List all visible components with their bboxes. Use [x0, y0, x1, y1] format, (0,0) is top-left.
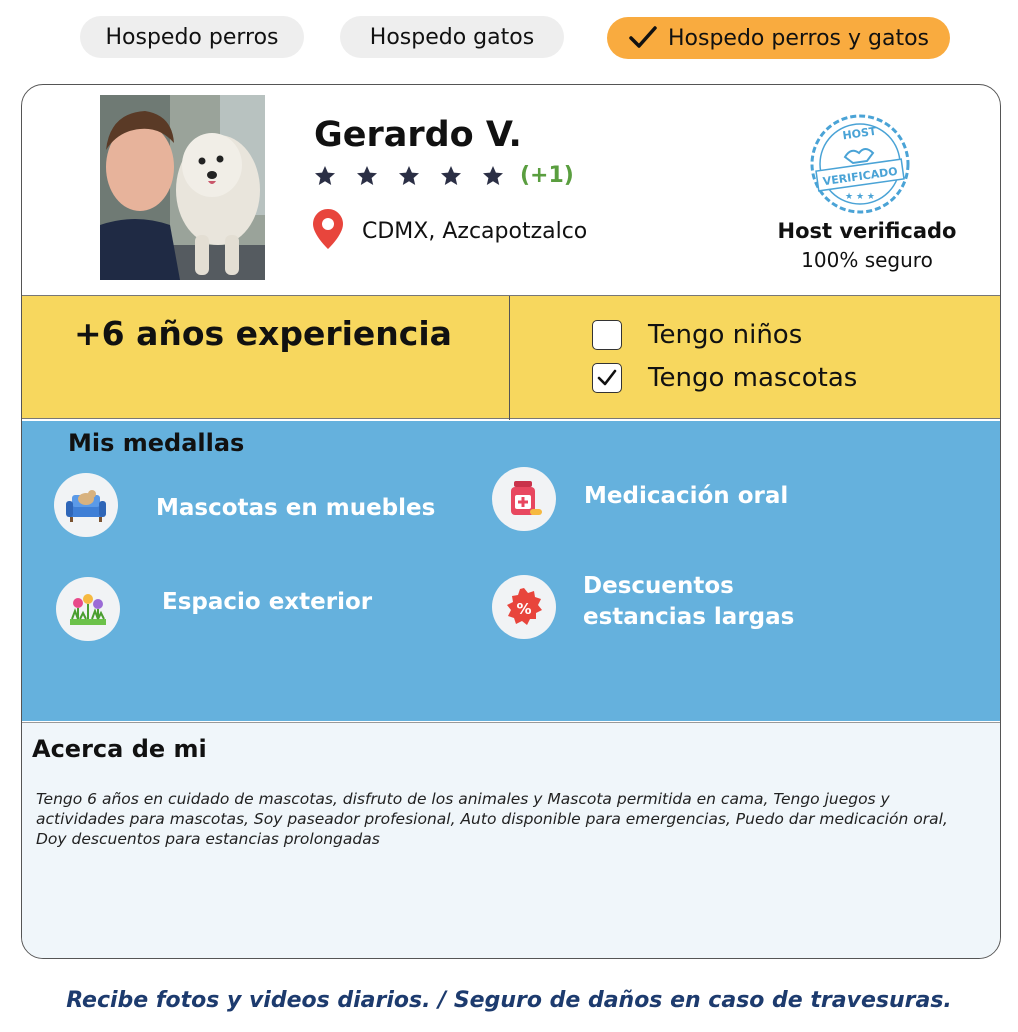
filter-cats-button[interactable] — [340, 16, 564, 58]
location-pin-icon — [312, 208, 344, 254]
experience-label: +6 años experiencia — [74, 314, 452, 353]
filter-dogs-label: Hospedo perros — [105, 24, 279, 50]
rating — [312, 163, 574, 188]
medicine-bottle-icon — [492, 467, 556, 531]
host-profile-card — [21, 84, 1001, 959]
host-name: Gerardo V. — [314, 115, 522, 155]
stamp-top-text: HOST — [841, 124, 878, 143]
stamp-main-text: VERIFICADO — [822, 164, 899, 189]
discount-percent-icon — [492, 575, 556, 639]
host-location — [312, 208, 587, 254]
filter-both-label: Hospedo perros y gatos — [667, 25, 930, 51]
checkmark-icon — [596, 368, 618, 388]
about-title: Acerca de mi — [32, 735, 207, 763]
rating-extra: (+1) — [520, 163, 574, 188]
flowers-garden-icon — [56, 577, 120, 641]
svg-text:%: % — [516, 600, 532, 618]
has-pets-row — [592, 363, 857, 393]
star-icon — [354, 164, 380, 188]
medal-label — [583, 571, 794, 633]
medal-label: Espacio exterior — [162, 589, 373, 615]
star-icon — [438, 164, 464, 188]
host-verified-subtitle: 100% seguro — [801, 248, 933, 272]
filter-dogs-button[interactable] — [80, 16, 304, 58]
pet-sofa-icon — [54, 473, 118, 537]
has-kids-row — [592, 320, 802, 350]
section-divider — [509, 296, 510, 420]
host-verified-title: Host verificado — [777, 219, 957, 243]
star-icon — [480, 164, 506, 188]
has-kids-checkbox[interactable] — [592, 320, 622, 350]
about-section — [22, 722, 1001, 959]
location-text: CDMX, Azcapotzalco — [362, 218, 588, 244]
star-icon — [312, 164, 338, 188]
has-pets-label: Tengo mascotas — [648, 363, 858, 393]
medal-label-line1: Descuentos — [583, 573, 734, 599]
verified-stamp-icon — [807, 111, 913, 217]
medal-label: Mascotas en muebles — [156, 495, 436, 521]
filter-both-button[interactable] — [607, 17, 950, 59]
medals-title: Mis medallas — [68, 429, 245, 457]
about-text: Tengo 6 años en cuidado de mascotas, disfruto de los animales y Mascota permitida en cama, Tengo juegos y actividades para mascotas, Soy paseador profesional, Auto disponible para emergencias, Puedo dar medicación oral, Doy descuentos para estancias prolongadas — [36, 790, 948, 848]
filter-cats-label: Hospedo gatos — [369, 24, 535, 50]
has-pets-checkbox[interactable] — [592, 363, 622, 393]
host-avatar — [100, 95, 265, 280]
medal-label: Medicación oral — [584, 483, 789, 509]
experience-section — [22, 295, 1001, 419]
svg-text:★ ★ ★: ★ ★ ★ — [845, 192, 875, 202]
has-kids-label: Tengo niños — [648, 320, 803, 350]
footer-tagline: Recibe fotos y videos diarios. / Seguro de daños en caso de travesuras. — [66, 988, 952, 1013]
checkmark-icon — [628, 25, 658, 51]
medal-label-line2: estancias largas — [583, 604, 795, 630]
medals-section — [22, 421, 1000, 721]
star-icon — [396, 164, 422, 188]
